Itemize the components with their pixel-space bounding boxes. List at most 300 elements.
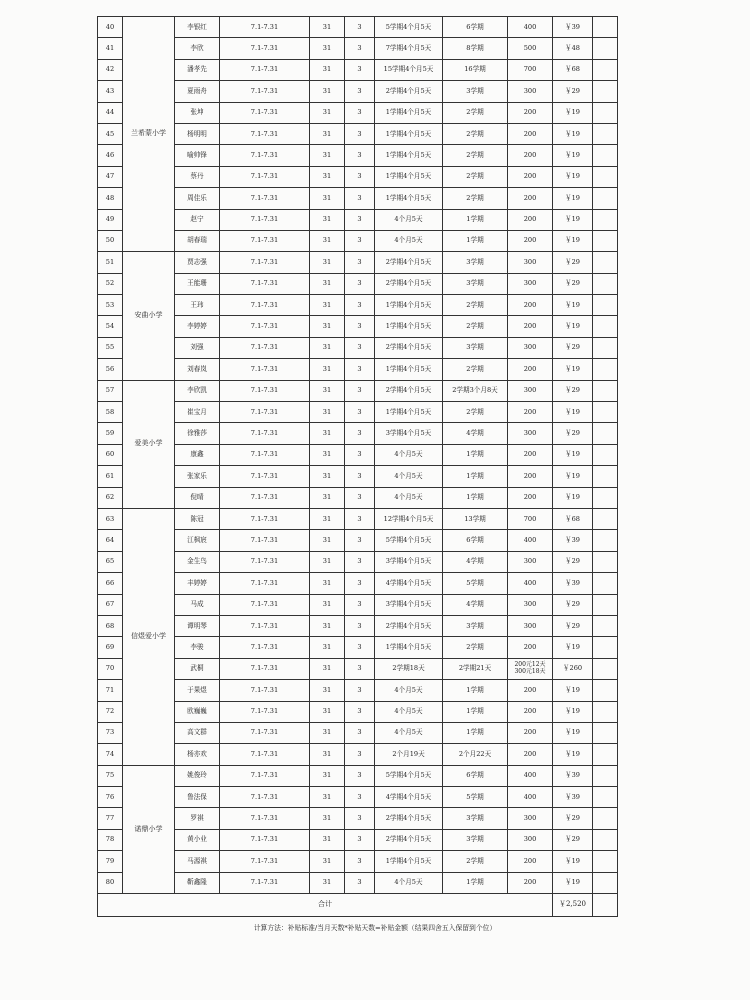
cell-term: 4学期 (443, 423, 508, 444)
table-row (98, 102, 618, 123)
cell-duration: 4个月5天 (375, 872, 443, 893)
cell-period: 7.1-7.31 (220, 423, 310, 444)
cell-month-days: 31 (310, 530, 345, 551)
cell-month-days: 31 (310, 551, 345, 572)
cell-amount: ￥19 (553, 722, 593, 743)
cell-remark (593, 722, 618, 743)
cell-duration: 4个月5天 (375, 680, 443, 701)
cell-days: 3 (345, 701, 375, 722)
cell-term: 2学期 (443, 359, 508, 380)
cell-days: 3 (345, 637, 375, 658)
table-row (98, 81, 618, 102)
table-row (98, 230, 618, 251)
cell-amount: ￥48 (553, 38, 593, 59)
cell-days: 3 (345, 594, 375, 615)
row-number: 79 (98, 851, 123, 872)
cell-period: 7.1-7.31 (220, 658, 310, 679)
cell-duration: 12学期4个月5天 (375, 508, 443, 529)
cell-duration: 2学期18天 (375, 658, 443, 679)
table-row (98, 295, 618, 316)
cell-name: 胡春瑞 (175, 230, 220, 251)
cell-term: 2学期 (443, 637, 508, 658)
cell-month-days: 31 (310, 722, 345, 743)
cell-remark (593, 402, 618, 423)
cell-period: 7.1-7.31 (220, 744, 310, 765)
cell-amount: ￥29 (553, 551, 593, 572)
cell-standard: 400 (508, 765, 553, 786)
cell-term: 3学期 (443, 829, 508, 850)
cell-remark (593, 295, 618, 316)
cell-term: 5学期 (443, 573, 508, 594)
table-row (98, 380, 618, 401)
cell-month-days: 31 (310, 166, 345, 187)
cell-days: 3 (345, 444, 375, 465)
cell-term: 2学期 (443, 102, 508, 123)
cell-days: 3 (345, 487, 375, 508)
cell-remark (593, 872, 618, 893)
cell-standard: 200 (508, 637, 553, 658)
cell-standard: 200 (508, 230, 553, 251)
row-number: 67 (98, 594, 123, 615)
cell-standard: 200元12天 300元18天 (508, 658, 553, 679)
cell-duration: 2学期4个月5天 (375, 808, 443, 829)
cell-remark (593, 252, 618, 273)
cell-days: 3 (345, 744, 375, 765)
cell-duration: 4个月5天 (375, 487, 443, 508)
cell-period: 7.1-7.31 (220, 829, 310, 850)
cell-amount: ￥19 (553, 209, 593, 230)
cell-remark (593, 359, 618, 380)
table-row (98, 765, 618, 786)
cell-period: 7.1-7.31 (220, 808, 310, 829)
cell-days: 3 (345, 81, 375, 102)
cell-name: 崔宝月 (175, 402, 220, 423)
cell-duration: 1学期4个月5天 (375, 166, 443, 187)
cell-remark (593, 273, 618, 294)
cell-standard: 300 (508, 594, 553, 615)
school-name: 诺鼎小学 (123, 765, 175, 893)
cell-month-days: 31 (310, 487, 345, 508)
row-number: 56 (98, 359, 123, 380)
cell-name: 康鑫 (175, 444, 220, 465)
total-remark (593, 894, 618, 917)
cell-remark (593, 658, 618, 679)
cell-days: 3 (345, 209, 375, 230)
cell-duration: 15学期4个月5天 (375, 59, 443, 80)
row-number: 40 (98, 17, 123, 38)
cell-amount: ￥19 (553, 487, 593, 508)
cell-term: 3学期 (443, 252, 508, 273)
cell-month-days: 31 (310, 209, 345, 230)
cell-days: 3 (345, 872, 375, 893)
cell-remark (593, 680, 618, 701)
cell-amount: ￥19 (553, 872, 593, 893)
cell-term: 6学期 (443, 530, 508, 551)
cell-days: 3 (345, 380, 375, 401)
row-number: 78 (98, 829, 123, 850)
cell-days: 3 (345, 851, 375, 872)
cell-remark (593, 594, 618, 615)
cell-days: 3 (345, 295, 375, 316)
cell-amount: ￥39 (553, 787, 593, 808)
cell-remark (593, 487, 618, 508)
cell-term: 4学期 (443, 594, 508, 615)
cell-name: 杨亦欢 (175, 744, 220, 765)
cell-month-days: 31 (310, 444, 345, 465)
cell-amount: ￥29 (553, 615, 593, 636)
cell-remark (593, 102, 618, 123)
cell-term: 16学期 (443, 59, 508, 80)
cell-remark (593, 337, 618, 358)
cell-name: 黄小业 (175, 829, 220, 850)
cell-name: 刘春岚 (175, 359, 220, 380)
cell-month-days: 31 (310, 508, 345, 529)
cell-remark (593, 530, 618, 551)
cell-standard: 200 (508, 744, 553, 765)
table-row (98, 273, 618, 294)
cell-standard: 300 (508, 252, 553, 273)
cell-duration: 2学期4个月5天 (375, 615, 443, 636)
table-row (98, 188, 618, 209)
cell-month-days: 31 (310, 594, 345, 615)
cell-term: 3学期 (443, 808, 508, 829)
cell-month-days: 31 (310, 359, 345, 380)
cell-month-days: 31 (310, 188, 345, 209)
cell-term: 2学期 (443, 145, 508, 166)
row-number: 51 (98, 252, 123, 273)
cell-amount: ￥260 (553, 658, 593, 679)
cell-month-days: 31 (310, 81, 345, 102)
cell-days: 3 (345, 273, 375, 294)
cell-days: 3 (345, 166, 375, 187)
cell-term: 2学期 (443, 166, 508, 187)
cell-duration: 3学期4个月5天 (375, 423, 443, 444)
cell-month-days: 31 (310, 829, 345, 850)
cell-days: 3 (345, 59, 375, 80)
cell-standard: 300 (508, 551, 553, 572)
cell-name: 潘孝先 (175, 59, 220, 80)
cell-days: 3 (345, 658, 375, 679)
cell-days: 3 (345, 573, 375, 594)
table-row (98, 787, 618, 808)
cell-standard: 200 (508, 166, 553, 187)
cell-standard: 200 (508, 102, 553, 123)
cell-amount: ￥19 (553, 316, 593, 337)
cell-term: 1学期 (443, 444, 508, 465)
cell-name: 马成 (175, 594, 220, 615)
cell-period: 7.1-7.31 (220, 444, 310, 465)
table-row (98, 744, 618, 765)
table-row (98, 530, 618, 551)
cell-period: 7.1-7.31 (220, 872, 310, 893)
row-number: 66 (98, 573, 123, 594)
cell-name: 贾志强 (175, 252, 220, 273)
cell-days: 3 (345, 17, 375, 38)
cell-term: 2学期 (443, 316, 508, 337)
cell-days: 3 (345, 145, 375, 166)
cell-amount: ￥29 (553, 829, 593, 850)
cell-term: 2个月22天 (443, 744, 508, 765)
cell-remark (593, 230, 618, 251)
cell-term: 1学期 (443, 722, 508, 743)
cell-amount: ￥19 (553, 744, 593, 765)
cell-days: 3 (345, 787, 375, 808)
cell-standard: 300 (508, 423, 553, 444)
table-row (98, 851, 618, 872)
cell-remark (593, 744, 618, 765)
cell-name: 刘强 (175, 337, 220, 358)
cell-name: 李银红 (175, 17, 220, 38)
cell-standard: 200 (508, 851, 553, 872)
cell-standard: 300 (508, 337, 553, 358)
row-number: 53 (98, 295, 123, 316)
cell-remark (593, 615, 618, 636)
cell-duration: 4学期4个月5天 (375, 787, 443, 808)
cell-month-days: 31 (310, 252, 345, 273)
cell-period: 7.1-7.31 (220, 765, 310, 786)
cell-term: 1学期 (443, 209, 508, 230)
table-row (98, 444, 618, 465)
cell-month-days: 31 (310, 17, 345, 38)
cell-term: 2学期21天 (443, 658, 508, 679)
cell-remark (593, 765, 618, 786)
table-row (98, 145, 618, 166)
row-number: 77 (98, 808, 123, 829)
cell-period: 7.1-7.31 (220, 102, 310, 123)
cell-standard: 200 (508, 466, 553, 487)
cell-duration: 1学期4个月5天 (375, 188, 443, 209)
cell-standard: 300 (508, 615, 553, 636)
cell-days: 3 (345, 359, 375, 380)
cell-month-days: 31 (310, 123, 345, 144)
table-row (98, 252, 618, 273)
cell-standard: 200 (508, 444, 553, 465)
cell-term: 5学期 (443, 787, 508, 808)
cell-duration: 1学期4个月5天 (375, 637, 443, 658)
cell-amount: ￥29 (553, 337, 593, 358)
cell-term: 13学期 (443, 508, 508, 529)
cell-amount: ￥39 (553, 530, 593, 551)
cell-remark (593, 466, 618, 487)
row-number: 76 (98, 787, 123, 808)
total-amount: ￥2,520 (553, 894, 593, 917)
cell-month-days: 31 (310, 680, 345, 701)
cell-days: 3 (345, 337, 375, 358)
cell-period: 7.1-7.31 (220, 701, 310, 722)
cell-month-days: 31 (310, 295, 345, 316)
cell-name: 金生鸟 (175, 551, 220, 572)
cell-days: 3 (345, 102, 375, 123)
table-row (98, 573, 618, 594)
cell-month-days: 31 (310, 38, 345, 59)
calculation-note: 计算方法：补贴标准/当月天数*补贴天数=补贴金额（结果四舍五入保留到个位） (253, 924, 497, 932)
cell-term: 2学期 (443, 851, 508, 872)
cell-duration: 1学期4个月5天 (375, 851, 443, 872)
cell-days: 3 (345, 722, 375, 743)
cell-duration: 2学期4个月5天 (375, 829, 443, 850)
cell-amount: ￥19 (553, 359, 593, 380)
cell-standard: 200 (508, 872, 553, 893)
cell-term: 3学期 (443, 337, 508, 358)
cell-amount: ￥19 (553, 637, 593, 658)
cell-term: 2学期3个月8天 (443, 380, 508, 401)
cell-term: 3学期 (443, 81, 508, 102)
cell-remark (593, 17, 618, 38)
cell-remark (593, 637, 618, 658)
cell-duration: 2学期4个月5天 (375, 380, 443, 401)
cell-name: 高文群 (175, 722, 220, 743)
row-number: 42 (98, 59, 123, 80)
cell-standard: 300 (508, 808, 553, 829)
cell-remark (593, 123, 618, 144)
subsidy-table (97, 16, 618, 917)
cell-standard: 200 (508, 209, 553, 230)
row-number: 74 (98, 744, 123, 765)
cell-duration: 7学期4个月5天 (375, 38, 443, 59)
cell-amount: ￥29 (553, 81, 593, 102)
cell-month-days: 31 (310, 337, 345, 358)
cell-month-days: 31 (310, 658, 345, 679)
row-number: 80 (98, 872, 123, 893)
table-row (98, 316, 618, 337)
cell-remark (593, 209, 618, 230)
cell-name: 江枫宸 (175, 530, 220, 551)
cell-duration: 4个月5天 (375, 722, 443, 743)
cell-period: 7.1-7.31 (220, 252, 310, 273)
cell-days: 3 (345, 123, 375, 144)
cell-term: 6学期 (443, 765, 508, 786)
cell-amount: ￥19 (553, 166, 593, 187)
cell-days: 3 (345, 230, 375, 251)
cell-name: 喻帅锋 (175, 145, 220, 166)
cell-amount: ￥68 (553, 508, 593, 529)
cell-name: 陈冠 (175, 508, 220, 529)
table-row (98, 701, 618, 722)
cell-period: 7.1-7.31 (220, 145, 310, 166)
cell-standard: 400 (508, 17, 553, 38)
row-number: 75 (98, 765, 123, 786)
cell-term: 8学期 (443, 38, 508, 59)
table-body (98, 17, 618, 917)
cell-amount: ￥29 (553, 380, 593, 401)
cell-name: 李骏 (175, 637, 220, 658)
table-row (98, 59, 618, 80)
cell-month-days: 31 (310, 573, 345, 594)
cell-standard: 200 (508, 680, 553, 701)
cell-name: 杨明明 (175, 123, 220, 144)
table-row (98, 658, 618, 679)
cell-duration: 1学期4个月5天 (375, 316, 443, 337)
cell-amount: ￥19 (553, 295, 593, 316)
cell-period: 7.1-7.31 (220, 230, 310, 251)
row-number: 65 (98, 551, 123, 572)
cell-duration: 2学期4个月5天 (375, 81, 443, 102)
cell-standard: 200 (508, 359, 553, 380)
cell-term: 2学期 (443, 402, 508, 423)
row-number: 46 (98, 145, 123, 166)
cell-remark (593, 787, 618, 808)
cell-duration: 1学期4个月5天 (375, 402, 443, 423)
cell-standard: 500 (508, 38, 553, 59)
cell-month-days: 31 (310, 701, 345, 722)
cell-month-days: 31 (310, 102, 345, 123)
table-row (98, 402, 618, 423)
cell-duration: 4个月5天 (375, 209, 443, 230)
cell-duration: 2个月19天 (375, 744, 443, 765)
cell-month-days: 31 (310, 59, 345, 80)
cell-standard: 300 (508, 81, 553, 102)
cell-standard: 400 (508, 530, 553, 551)
row-number: 58 (98, 402, 123, 423)
cell-remark (593, 380, 618, 401)
cell-month-days: 31 (310, 316, 345, 337)
cell-duration: 4学期4个月5天 (375, 573, 443, 594)
cell-duration: 5学期4个月5天 (375, 765, 443, 786)
table-row (98, 722, 618, 743)
row-number: 41 (98, 38, 123, 59)
cell-remark (593, 444, 618, 465)
cell-amount: ￥29 (553, 252, 593, 273)
cell-term: 1学期 (443, 466, 508, 487)
cell-period: 7.1-7.31 (220, 787, 310, 808)
cell-remark (593, 38, 618, 59)
cell-days: 3 (345, 530, 375, 551)
row-number: 70 (98, 658, 123, 679)
row-number: 72 (98, 701, 123, 722)
cell-amount: ￥19 (553, 851, 593, 872)
cell-name: 赵宁 (175, 209, 220, 230)
cell-period: 7.1-7.31 (220, 851, 310, 872)
cell-term: 6学期 (443, 17, 508, 38)
table-row (98, 38, 618, 59)
cell-month-days: 31 (310, 872, 345, 893)
cell-name: 夏雨舟 (175, 81, 220, 102)
cell-amount: ￥29 (553, 423, 593, 444)
table-row (98, 872, 618, 893)
cell-term: 4学期 (443, 551, 508, 572)
cell-remark (593, 573, 618, 594)
cell-standard: 200 (508, 123, 553, 144)
cell-month-days: 31 (310, 787, 345, 808)
cell-standard: 300 (508, 273, 553, 294)
cell-month-days: 31 (310, 851, 345, 872)
table-row (98, 808, 618, 829)
cell-duration: 4个月5天 (375, 444, 443, 465)
table-row (98, 123, 618, 144)
cell-period: 7.1-7.31 (220, 380, 310, 401)
row-number: 61 (98, 466, 123, 487)
cell-duration: 5学期4个月5天 (375, 17, 443, 38)
cell-period: 7.1-7.31 (220, 295, 310, 316)
table-row (98, 359, 618, 380)
cell-term: 1学期 (443, 872, 508, 893)
cell-standard: 700 (508, 508, 553, 529)
cell-days: 3 (345, 423, 375, 444)
cell-days: 3 (345, 808, 375, 829)
cell-remark (593, 59, 618, 80)
cell-remark (593, 423, 618, 444)
cell-days: 3 (345, 508, 375, 529)
cell-standard: 200 (508, 295, 553, 316)
cell-duration: 1学期4个月5天 (375, 359, 443, 380)
cell-days: 3 (345, 402, 375, 423)
cell-standard: 300 (508, 380, 553, 401)
cell-amount: ￥29 (553, 273, 593, 294)
cell-remark (593, 701, 618, 722)
cell-month-days: 31 (310, 145, 345, 166)
cell-period: 7.1-7.31 (220, 594, 310, 615)
cell-duration: 2学期4个月5天 (375, 252, 443, 273)
